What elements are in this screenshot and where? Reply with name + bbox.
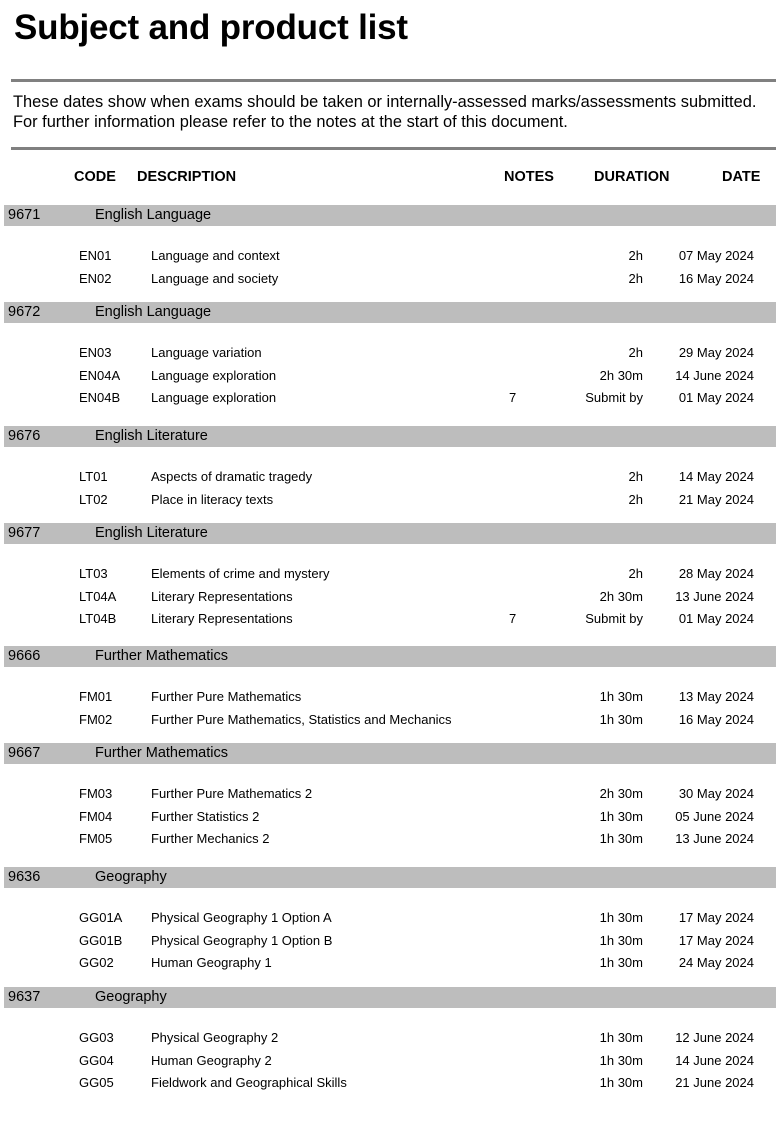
component-date: 12 June 2024 [675, 1030, 754, 1045]
component-duration: 1h 30m [599, 689, 643, 704]
subject-code: 9667 [8, 745, 41, 761]
subject-code: 9636 [8, 869, 41, 885]
component-description: Literary Representations [151, 611, 293, 626]
table-row [0, 829, 780, 851]
subject-name: English Language [95, 207, 212, 223]
subject-code: 9671 [8, 207, 41, 223]
component-code: FM04 [79, 809, 113, 824]
subject-name: Geography [95, 869, 167, 885]
component-duration: 1h 30m [599, 831, 643, 846]
table-row [0, 587, 780, 609]
table-row [0, 343, 780, 365]
component-code: LT02 [79, 492, 108, 507]
table-row [0, 269, 780, 291]
subject-name: English Literature [95, 428, 208, 444]
table-row [0, 710, 780, 732]
component-date: 13 June 2024 [675, 831, 754, 846]
component-date: 01 May 2024 [678, 390, 754, 405]
component-duration: 2h [628, 248, 643, 263]
subject-header-bar [4, 523, 776, 544]
table-row [0, 1028, 780, 1050]
component-duration: 1h 30m [599, 1030, 643, 1045]
component-duration: 2h 30m [599, 368, 643, 383]
component-description: Human Geography 2 [151, 1053, 272, 1068]
component-description: Further Mechanics 2 [151, 831, 270, 846]
component-description: Physical Geography 1 Option B [151, 933, 333, 948]
component-duration: 2h 30m [599, 786, 643, 801]
subject-name: English Literature [95, 525, 208, 541]
subject-header-bar [4, 426, 776, 447]
component-duration: 2h [628, 492, 643, 507]
subject-header-bar [4, 646, 776, 667]
component-code: EN03 [79, 345, 112, 360]
component-date: 05 June 2024 [675, 809, 754, 824]
subject-code: 9677 [8, 525, 41, 541]
component-description: Further Pure Mathematics 2 [151, 786, 313, 801]
subject-code: 9672 [8, 304, 41, 320]
component-date: 13 May 2024 [678, 689, 754, 704]
subject-name: Further Mathematics [95, 745, 228, 761]
column-header-notes: NOTES [504, 169, 554, 185]
component-code: GG05 [79, 1075, 114, 1090]
component-duration: 1h 30m [599, 809, 643, 824]
page-title: Subject and product list [14, 8, 408, 47]
component-code: FM01 [79, 689, 113, 704]
subject-name: English Language [95, 304, 212, 320]
component-description: Language variation [151, 345, 262, 360]
table-row [0, 366, 780, 388]
table-row [0, 953, 780, 975]
component-date: 28 May 2024 [678, 566, 754, 581]
component-description: Literary Representations [151, 589, 293, 604]
subject-header-bar [4, 987, 776, 1008]
component-code: FM05 [79, 831, 113, 846]
component-description: Language and society [151, 271, 279, 286]
component-date: 14 June 2024 [675, 368, 754, 383]
column-header-code: CODE [74, 169, 116, 185]
table-row [0, 1051, 780, 1073]
subject-header-bar [4, 205, 776, 226]
component-duration: 2h [628, 469, 643, 484]
component-description: Language exploration [151, 390, 277, 405]
component-duration: 1h 30m [599, 1075, 643, 1090]
component-date: 17 May 2024 [678, 910, 754, 925]
component-description: Elements of crime and mystery [151, 566, 330, 581]
component-date: 07 May 2024 [678, 248, 754, 263]
component-notes: 7 [509, 611, 517, 626]
table-row [0, 467, 780, 489]
divider-top [11, 79, 776, 82]
component-duration: 1h 30m [599, 933, 643, 948]
component-code: LT03 [79, 566, 108, 581]
component-date: 30 May 2024 [678, 786, 754, 801]
component-code: GG01B [79, 933, 123, 948]
component-date: 16 May 2024 [678, 271, 754, 286]
component-duration: 1h 30m [599, 1053, 643, 1068]
table-row [0, 931, 780, 953]
component-code: EN04A [79, 368, 121, 383]
subject-header-bar [4, 743, 776, 764]
component-code: LT01 [79, 469, 108, 484]
component-date: 29 May 2024 [678, 345, 754, 360]
component-duration: 1h 30m [599, 955, 643, 970]
component-code: GG02 [79, 955, 114, 970]
table-row [0, 490, 780, 512]
divider-header [11, 147, 776, 150]
subject-name: Geography [95, 989, 167, 1005]
component-description: Physical Geography 2 [151, 1030, 279, 1045]
component-duration: Submit by [585, 611, 643, 626]
component-duration: 2h 30m [599, 589, 643, 604]
component-duration: 2h [628, 345, 643, 360]
component-code: EN02 [79, 271, 112, 286]
column-header-duration: DURATION [594, 169, 670, 185]
component-description: Further Pure Mathematics, Statistics and Mechanics [151, 712, 452, 727]
subject-code: 9637 [8, 989, 41, 1005]
table-row [0, 564, 780, 586]
subject-header-bar [4, 302, 776, 323]
component-date: 24 May 2024 [678, 955, 754, 970]
component-description: Language and context [151, 248, 280, 263]
table-row [0, 388, 780, 410]
component-date: 21 June 2024 [675, 1075, 754, 1090]
component-duration: 1h 30m [599, 712, 643, 727]
component-code: GG03 [79, 1030, 114, 1045]
component-date: 01 May 2024 [678, 611, 754, 626]
component-code: LT04A [79, 589, 117, 604]
component-description: Language exploration [151, 368, 277, 383]
component-date: 16 May 2024 [678, 712, 754, 727]
table-row [0, 908, 780, 930]
component-description: Human Geography 1 [151, 955, 272, 970]
component-date: 14 May 2024 [678, 469, 754, 484]
component-notes: 7 [509, 390, 517, 405]
component-code: FM02 [79, 712, 113, 727]
component-date: 13 June 2024 [675, 589, 754, 604]
component-description: Aspects of dramatic tragedy [151, 469, 313, 484]
component-duration: 2h [628, 566, 643, 581]
table-row [0, 246, 780, 268]
component-date: 14 June 2024 [675, 1053, 754, 1068]
component-code: EN04B [79, 390, 121, 405]
component-description: Place in literacy texts [151, 492, 274, 507]
component-description: Physical Geography 1 Option A [151, 910, 332, 925]
subject-code: 9666 [8, 648, 41, 664]
table-row [0, 784, 780, 806]
component-date: 21 May 2024 [678, 492, 754, 507]
component-duration: Submit by [585, 390, 643, 405]
component-duration: 1h 30m [599, 910, 643, 925]
subject-name: Further Mathematics [95, 648, 228, 664]
subject-code: 9676 [8, 428, 41, 444]
column-header-description: DESCRIPTION [137, 169, 237, 185]
component-description: Further Pure Mathematics [151, 689, 302, 704]
component-date: 17 May 2024 [678, 933, 754, 948]
subject-header-bar [4, 867, 776, 888]
component-description: Further Statistics 2 [151, 809, 260, 824]
component-code: GG01A [79, 910, 123, 925]
component-description: Fieldwork and Geographical Skills [151, 1075, 347, 1090]
table-row [0, 687, 780, 709]
intro-text: These dates show when exams should be taken or internally-assessed marks/assessments submitted. For further information please refer to the notes at the start of this document. [13, 93, 757, 131]
component-code: GG04 [79, 1053, 114, 1068]
component-code: FM03 [79, 786, 113, 801]
column-header-date: DATE [722, 169, 761, 185]
table-row [0, 609, 780, 631]
component-code: EN01 [79, 248, 112, 263]
component-code: LT04B [79, 611, 117, 626]
table-row [0, 807, 780, 829]
table-row [0, 1073, 780, 1095]
component-duration: 2h [628, 271, 643, 286]
